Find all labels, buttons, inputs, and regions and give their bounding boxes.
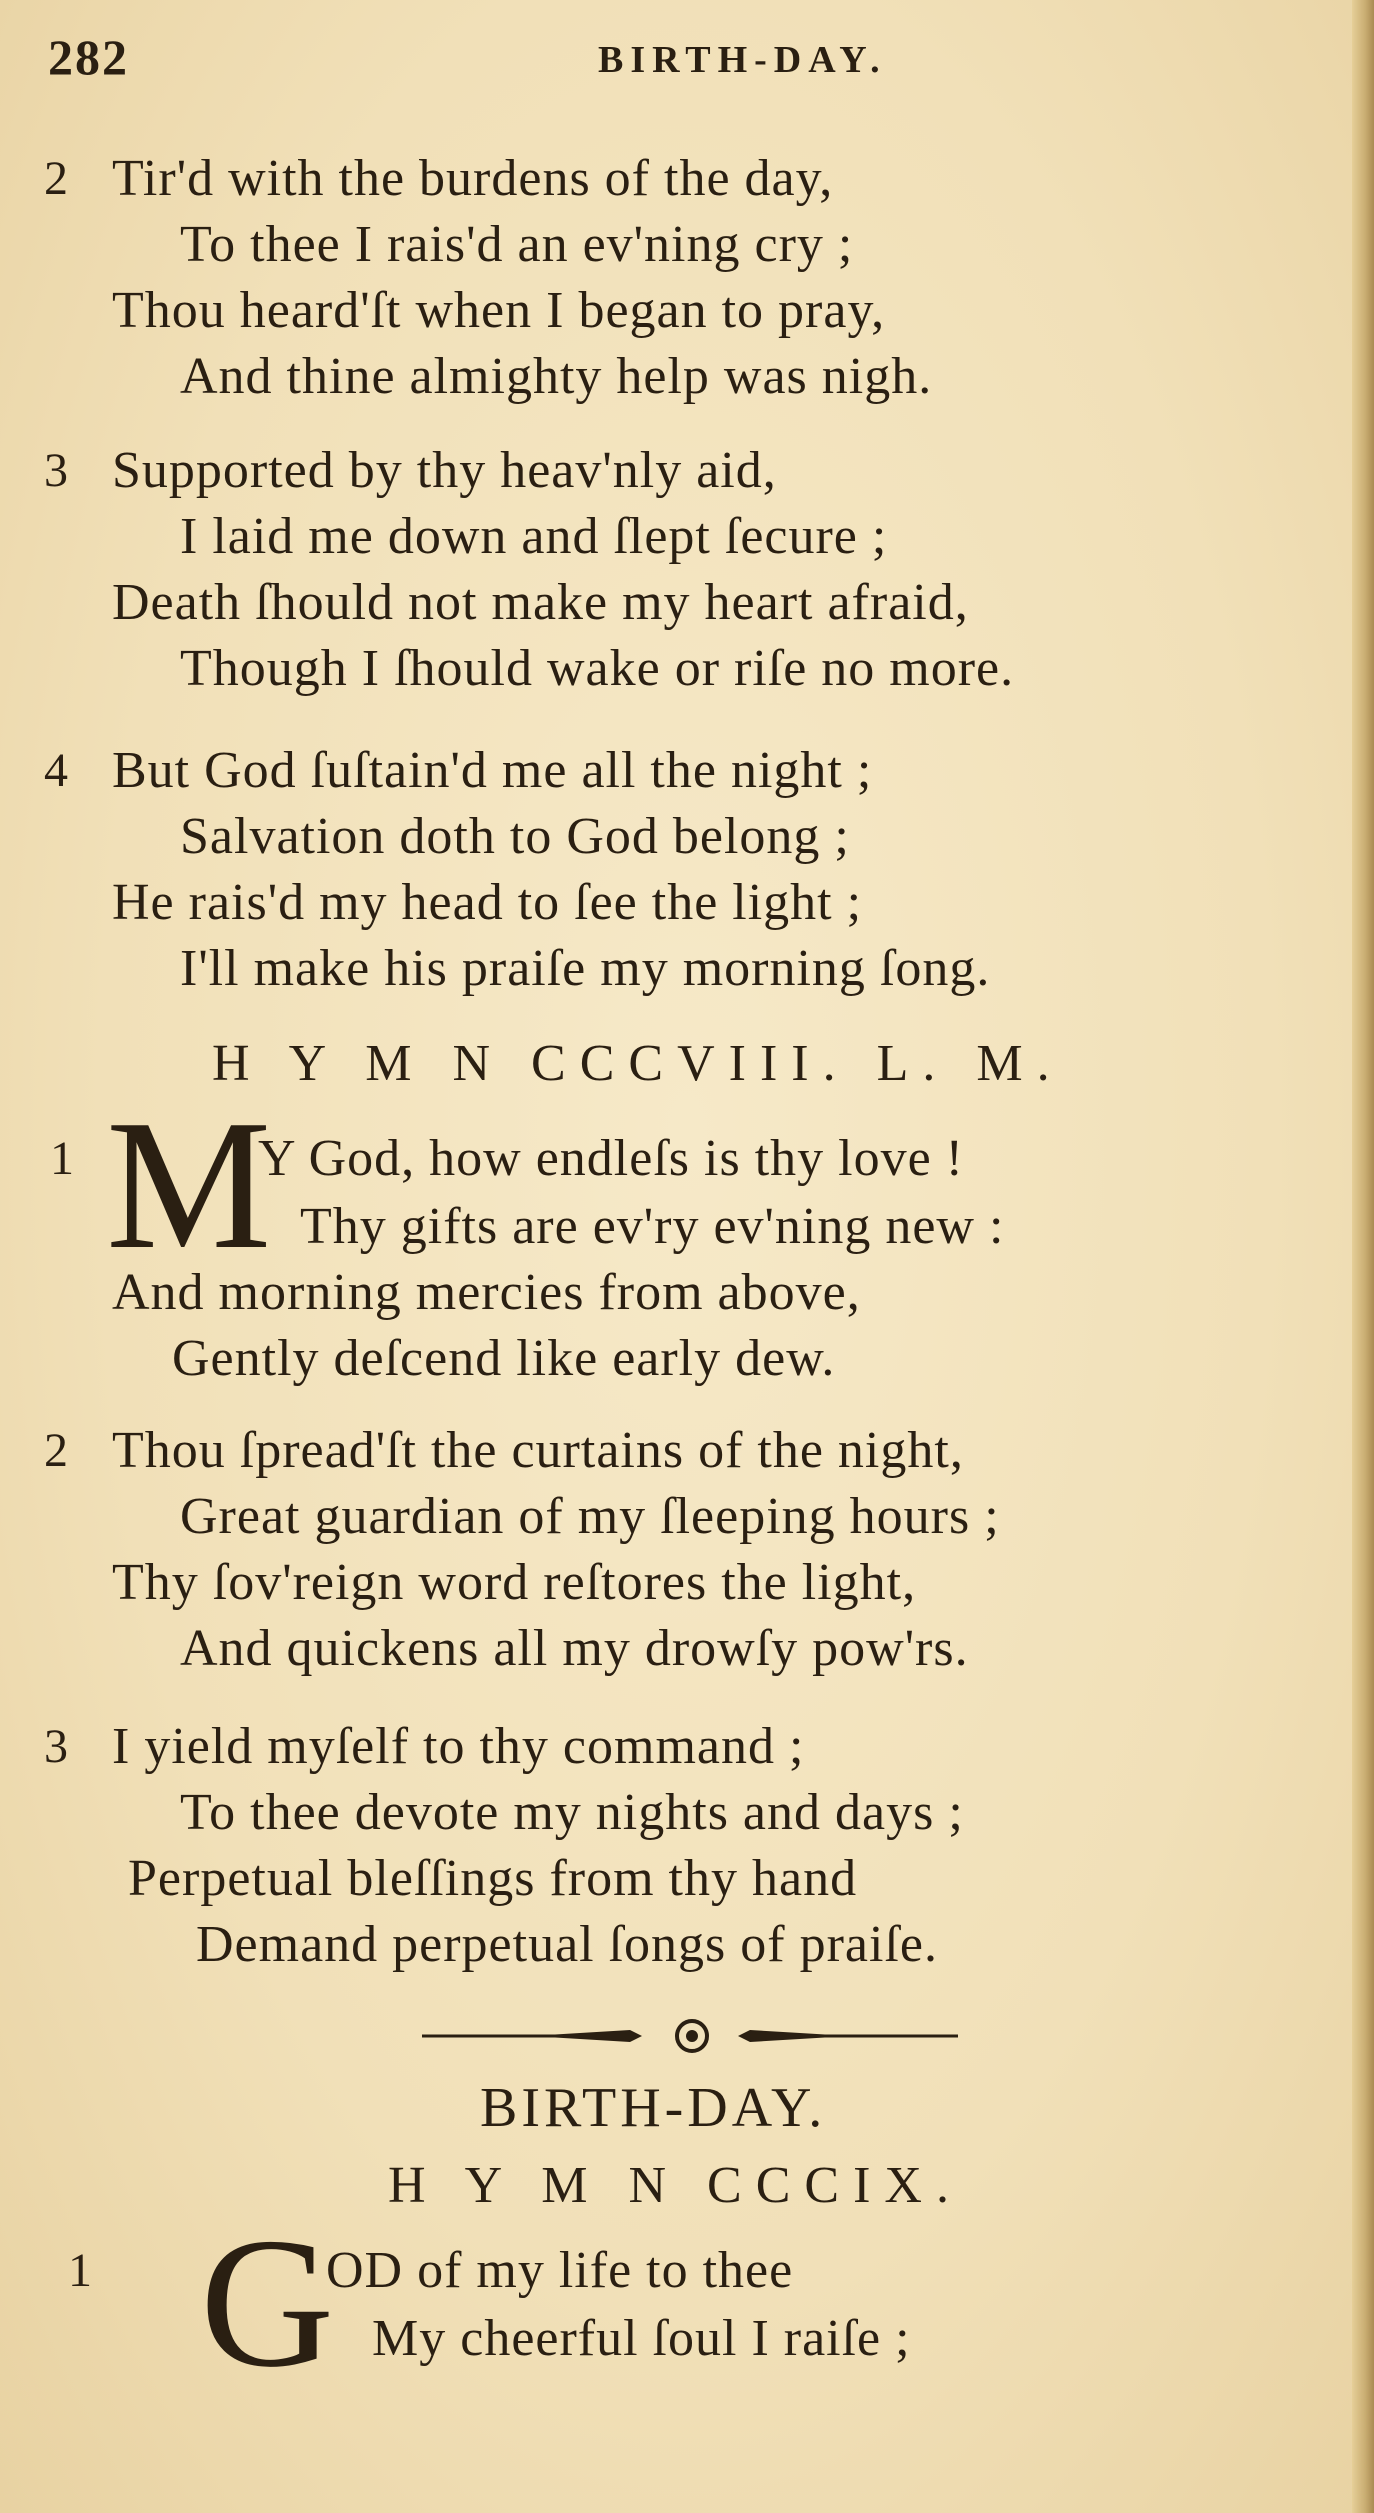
verse-line: To thee I rais'd an ev'ning cry ;	[180, 216, 854, 273]
verse-line: But God ſuſtain'd me all the night ;	[112, 742, 873, 799]
section-title: BIRTH-DAY.	[480, 2077, 827, 2139]
verse-line: And quickens all my drowſy pow'rs.	[180, 1620, 969, 1677]
drop-cap: G	[200, 2200, 335, 2406]
verse-line: Gently deſcend like early dew.	[172, 1330, 836, 1387]
hymn-title-308: H Y M N CCCVIII. L. M.	[212, 1035, 1064, 1092]
verse-line: I laid me down and ſlept ſecure ;	[180, 508, 888, 565]
page-header	[48, 28, 1308, 88]
hymn-title-309: H Y M N CCCIX.	[388, 2157, 963, 2214]
page-edge	[1352, 0, 1374, 2513]
verse-line: Supported by thy heav'nly aid,	[112, 442, 777, 499]
stanza-number: 2	[44, 1424, 68, 1477]
verse-line: He rais'd my head to ſee the light ;	[112, 874, 863, 931]
verse-line: Though I ſhould wake or riſe no more.	[180, 640, 1015, 697]
stanza-number: 2	[44, 152, 68, 205]
verse-line: I'll make his praiſe my morning ſong.	[180, 940, 991, 997]
verse-line: Tir'd with the burdens of the day,	[112, 150, 834, 207]
verse-line: And thine almighty help was nigh.	[180, 348, 933, 405]
verse-line: Thou ſpread'ſt the curtains of the night,	[112, 1422, 964, 1479]
verse-line: To thee devote my nights and days ;	[180, 1784, 964, 1841]
verse-line: Thou heard'ſt when I began to pray,	[112, 282, 886, 339]
verse-line: Y God, how endleſs is thy love !	[258, 1130, 964, 1187]
verse-line: Thy gifts are ev'ry ev'ning new :	[300, 1198, 1005, 1255]
verse-line: Demand perpetual ſongs of praiſe.	[196, 1916, 938, 1973]
verse-line: Great guardian of my ſleeping hours ;	[180, 1488, 1000, 1545]
stanza-number: 3	[44, 1720, 68, 1773]
verse-line: And morning mercies from above,	[112, 1264, 861, 1321]
stanza-number: 1	[50, 1132, 74, 1185]
verse-line: OD of my life to thee	[326, 2242, 794, 2299]
stanza-number: 4	[44, 744, 68, 797]
verse-line: Salvation doth to God belong ;	[180, 808, 850, 865]
verse-line: My cheerful ſoul I raiſe ;	[372, 2310, 911, 2367]
verse-line: Perpetual bleſſings from thy hand	[128, 1850, 858, 1907]
drop-cap: M	[106, 1082, 272, 1288]
running-head: BIRTH-DAY.	[598, 39, 887, 81]
stanza-number: 1	[68, 2244, 92, 2297]
verse-line: I yield myſelf to thy command ;	[112, 1718, 805, 1775]
stanza-number: 3	[44, 444, 68, 497]
verse-line: Death ſhould not make my heart afraid,	[112, 574, 969, 631]
ornament-divider	[420, 2016, 960, 2056]
page-number: 282	[48, 29, 129, 85]
verse-line: Thy ſov'reign word reſtores the light,	[112, 1554, 917, 1611]
